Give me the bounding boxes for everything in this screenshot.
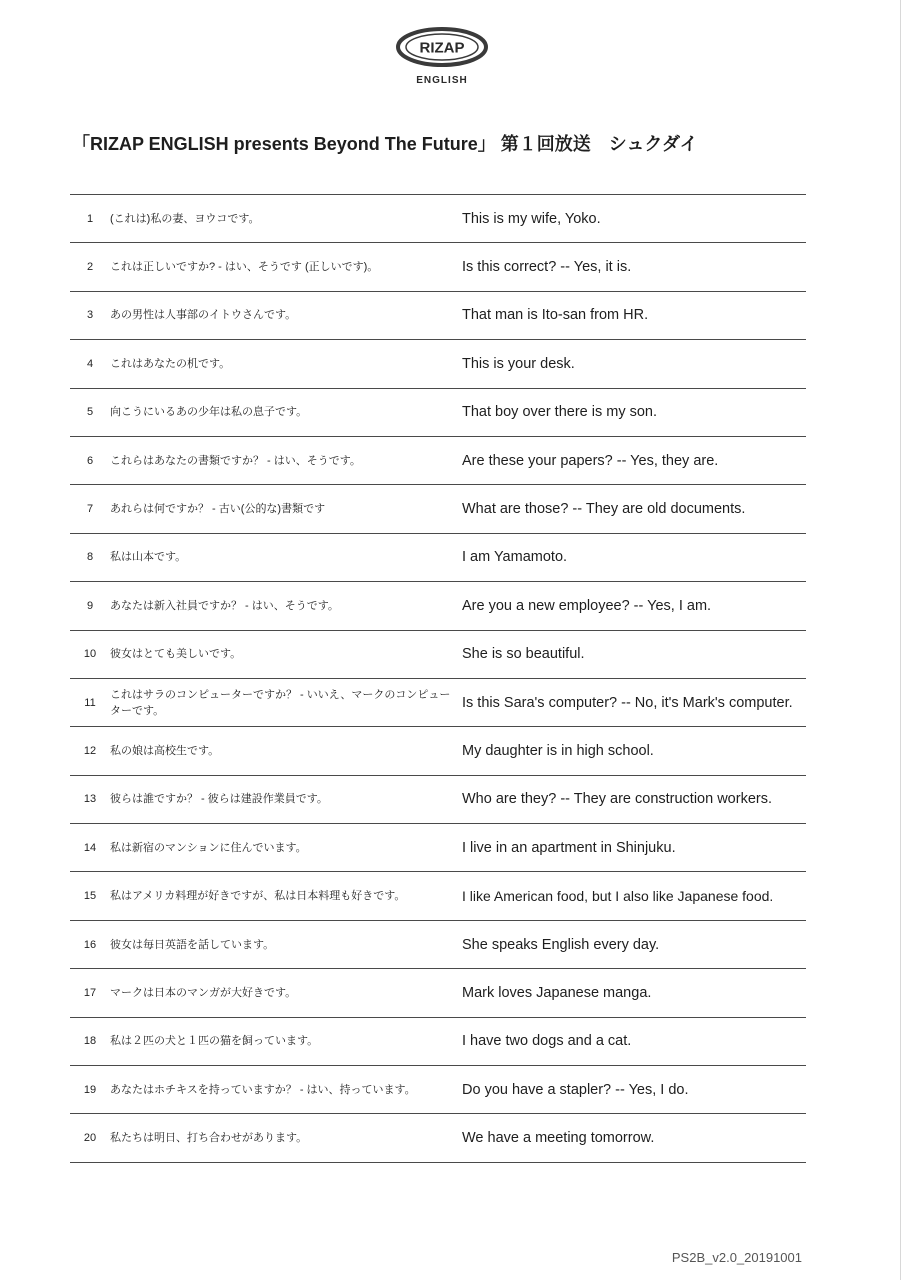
- table-row: [70, 1066, 806, 1114]
- row-number: 10: [83, 648, 97, 661]
- row-number: 8: [86, 551, 94, 564]
- table-row: [70, 534, 806, 582]
- table-row: [70, 437, 806, 485]
- english-sentence: I am Yamamoto.: [462, 549, 568, 566]
- japanese-sentence: 私は山本です。: [110, 551, 187, 564]
- english-sentence: Mark loves Japanese manga.: [462, 984, 652, 1001]
- row-number: 1: [86, 212, 94, 225]
- english-sentence: Are you a new employee? -- Yes, I am.: [462, 597, 712, 614]
- scan-edge-line: [900, 0, 901, 1280]
- english-sentence: What are those? -- They are old documents.: [462, 501, 746, 518]
- japanese-sentence: 私はアメリカ料理が好きですが、私は日本料理も好きです。: [110, 890, 406, 903]
- row-number: 4: [86, 357, 94, 370]
- table-row: [70, 1114, 806, 1162]
- row-number: 19: [83, 1083, 97, 1096]
- english-sentence: This is my wife, Yoko.: [462, 210, 601, 227]
- japanese-sentence: マークは日本のマンガが大好きです。: [110, 986, 297, 999]
- rizap-logo: [392, 26, 492, 88]
- english-sentence: She is so beautiful.: [462, 646, 585, 663]
- table-row: [70, 582, 806, 630]
- japanese-sentence: 私は新宿のマンションに住んでいます。: [110, 841, 307, 854]
- japanese-sentence: これはあなたの机です。: [110, 357, 231, 370]
- english-sentence: Are these your papers? -- Yes, they are.: [462, 452, 719, 469]
- english-sentence: I have two dogs and a cat.: [462, 1033, 632, 1050]
- row-number: 15: [83, 890, 97, 903]
- japanese-sentence: これは正しいですか? - はい、そうです (正しいです)。: [110, 261, 379, 274]
- exercise-table: [70, 194, 806, 1163]
- row-number: 16: [83, 938, 97, 951]
- japanese-sentence: 彼らは誰ですか？ - 彼らは建設作業員です。: [110, 793, 328, 806]
- logo-wordmark: RIZAP: [419, 39, 465, 57]
- row-number: 3: [86, 309, 94, 322]
- table-row: [70, 631, 806, 679]
- table-row: [70, 872, 806, 920]
- japanese-sentence: これらはあなたの書類ですか？ - はい、そうです。: [110, 454, 361, 467]
- row-number: 11: [84, 696, 96, 709]
- japanese-sentence: (これは)私の妻、ヨウコです。: [110, 212, 260, 225]
- english-sentence: I like American food, but I also like Japanese food.: [462, 888, 774, 905]
- row-number: 6: [86, 454, 94, 467]
- row-number: 17: [83, 986, 97, 999]
- table-row: [70, 776, 806, 824]
- english-sentence: My daughter is in high school.: [462, 742, 654, 759]
- english-sentence: We have a meeting tomorrow.: [462, 1130, 655, 1147]
- japanese-sentence: 私は２匹の犬と１匹の猫を飼っています。: [110, 1035, 319, 1048]
- row-number: 9: [86, 599, 94, 612]
- japanese-sentence: あれらは何ですか？ - 古い(公的な)書類です: [110, 503, 326, 516]
- english-sentence: Is this Sara's computer? -- No, it's Mark's computer.: [462, 694, 793, 711]
- english-sentence: I live in an apartment in Shinjuku.: [462, 839, 676, 856]
- table-row: [70, 292, 806, 340]
- rizap-logo-mark: [392, 26, 492, 72]
- japanese-sentence: 私の娘は高校生です。: [110, 744, 220, 757]
- table-row: [70, 679, 806, 727]
- english-sentence: This is your desk.: [462, 355, 575, 372]
- page-title: 「RIZAP ENGLISH presents Beyond The Future」 第１回放送 シュクダイ: [72, 134, 698, 154]
- english-sentence: Do you have a stapler? -- Yes, I do.: [462, 1081, 689, 1098]
- english-sentence: She speaks English every day.: [462, 936, 660, 953]
- row-number: 14: [83, 841, 97, 854]
- english-sentence: That boy over there is my son.: [462, 404, 658, 421]
- row-number: 18: [83, 1035, 97, 1048]
- row-number: 13: [83, 793, 97, 806]
- japanese-sentence: 彼女はとても美しいです。: [110, 648, 242, 661]
- row-number: 5: [86, 406, 94, 419]
- japanese-sentence: あの男性は人事部のイトウさんです。: [110, 309, 297, 322]
- logo-subtext: ENGLISH: [416, 75, 468, 86]
- table-row: [70, 340, 806, 388]
- english-sentence: That man is Ito-san from HR.: [462, 307, 649, 324]
- table-row: [70, 195, 806, 243]
- japanese-sentence: 私たちは明日、打ち合わせがあります。: [110, 1132, 308, 1145]
- english-sentence: Is this correct? -- Yes, it is.: [462, 259, 632, 276]
- table-row: [70, 921, 806, 969]
- japanese-sentence: 向こうにいるあの少年は私の息子です。: [110, 406, 308, 419]
- table-row: [70, 485, 806, 533]
- japanese-sentence: これはサラのコンピューターですか？ - いいえ、マークのコンピューターです。: [110, 688, 451, 717]
- table-row: [70, 1018, 806, 1066]
- row-number: 20: [83, 1132, 97, 1145]
- table-row: [70, 389, 806, 437]
- table-row: [70, 969, 806, 1017]
- version-footer: PS2B_v2.0_20191001: [671, 1250, 802, 1265]
- row-number: 7: [86, 503, 94, 516]
- row-number: 2: [86, 261, 94, 274]
- japanese-sentence: あなたはホチキスを持っていますか？ - はい、持っています。: [110, 1083, 416, 1096]
- table-row: [70, 824, 806, 872]
- row-number: 12: [83, 744, 97, 757]
- japanese-sentence: 彼女は毎日英語を話しています。: [110, 938, 275, 951]
- japanese-sentence: あなたは新入社員ですか？ - はい、そうです。: [110, 599, 339, 612]
- english-sentence: Who are they? -- They are construction workers.: [462, 791, 772, 808]
- table-row: [70, 727, 806, 775]
- table-row: [70, 243, 806, 291]
